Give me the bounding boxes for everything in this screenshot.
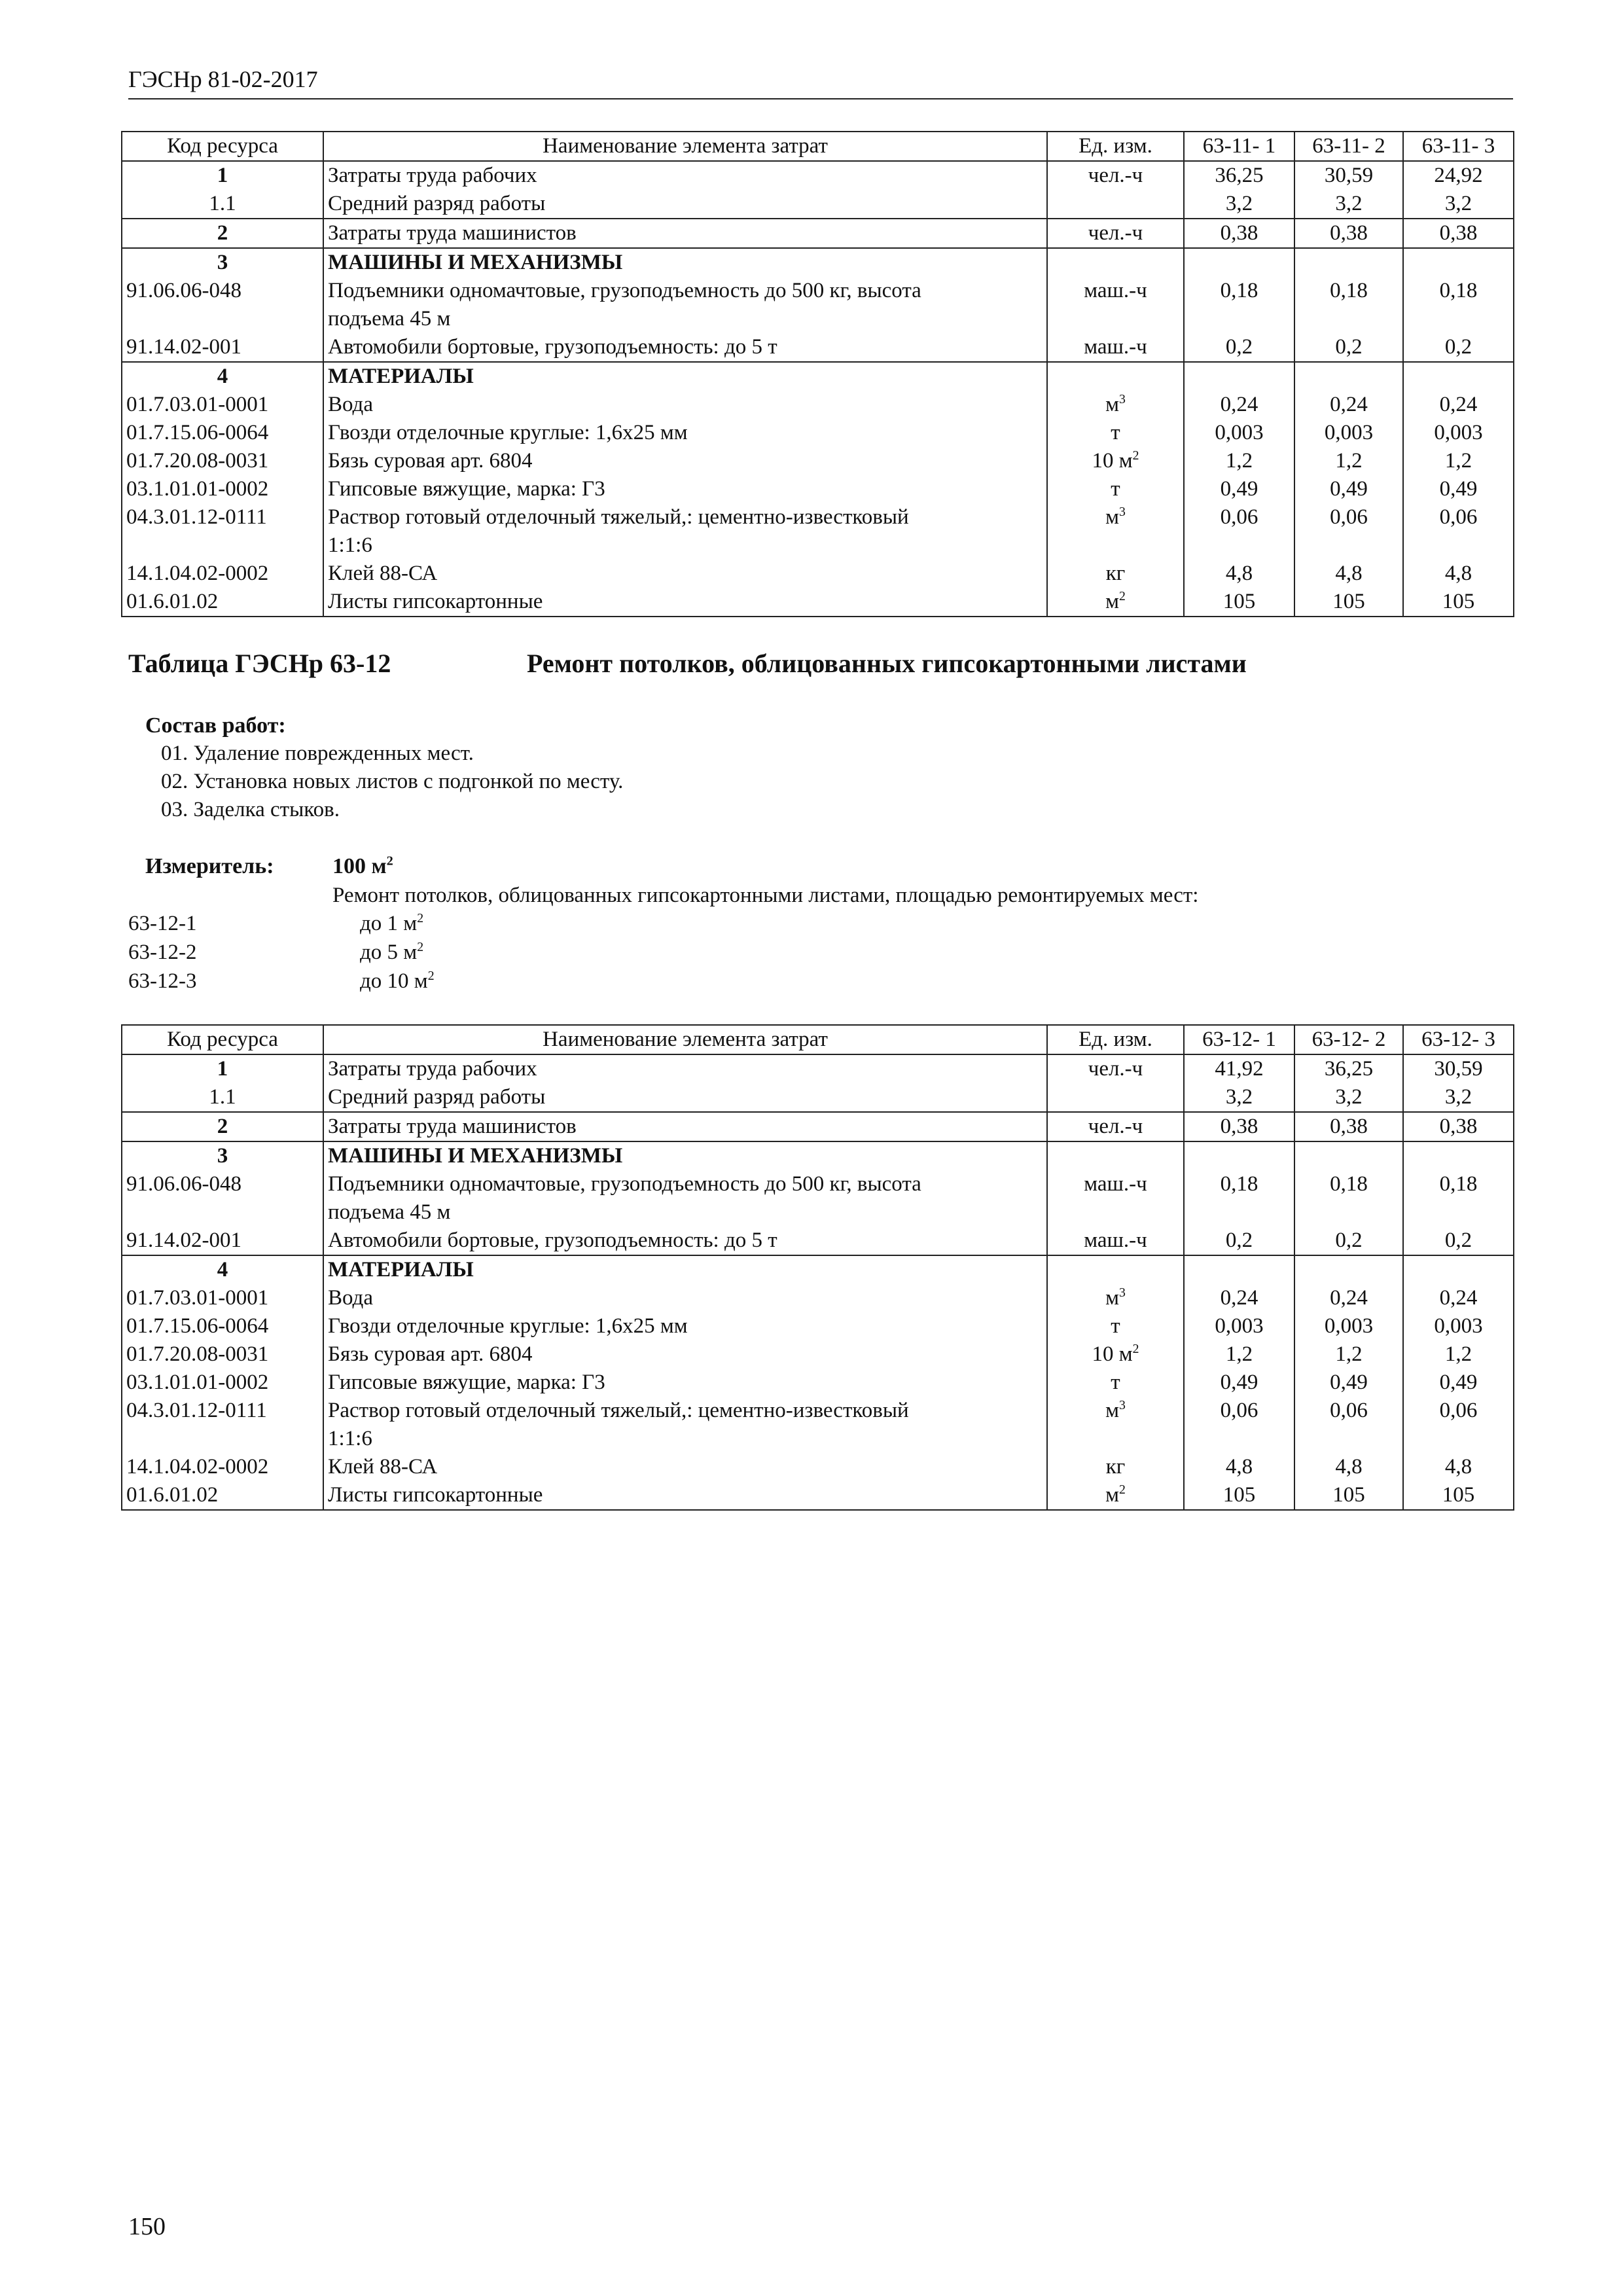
value-cell: 0,24 [1403,391,1514,419]
table-row [122,1141,1514,1170]
value-cell: 0,49 [1294,1369,1403,1397]
unit-cell: кг [1047,560,1184,588]
table-row [122,1312,1514,1340]
resource-code-cell: 4 [122,1255,323,1284]
unit-cell [1047,305,1184,333]
resource-code-cell: 01.7.03.01-0001 [122,1284,323,1312]
resource-name-cell: Листы гипсокартонные [323,588,1047,617]
column-header-name: Наименование элемента затрат [323,1025,1047,1054]
table-row [122,190,1514,219]
value-cell: 3,2 [1403,190,1514,219]
unit-cell [1047,1141,1184,1170]
value-cell: 0,24 [1184,1284,1294,1312]
resource-name-cell: Листы гипсокартонные [323,1481,1047,1510]
resource-name-cell: 1:1:6 [323,1425,1047,1453]
value-cell: 105 [1294,1481,1403,1510]
table-label: Таблица ГЭСНр 63-12 [128,649,391,678]
resource-code-cell: 1.1 [122,190,323,219]
value-cell: 0,003 [1403,419,1514,447]
value-cell: 0,24 [1294,391,1403,419]
unit-cell: $м^3$ [1047,503,1184,531]
column-header-rate-1: 63-12- 1 [1184,1025,1294,1054]
unit-cell [1047,531,1184,560]
value-cell [1184,362,1294,391]
table-row [122,1054,1514,1083]
resource-code-cell: 01.7.20.08-0031 [122,447,323,475]
table-row [122,1397,1514,1425]
resource-name-cell: Бязь суровая арт. 6804 [323,447,1047,475]
resource-name-cell: Вода [323,391,1047,419]
value-cell: 1,2 [1184,1340,1294,1369]
unit-cell: $м^2$ [1047,588,1184,617]
rate-description: до 10 $м^2$ [360,969,435,993]
resource-name-cell: Клей 88-СА [323,1453,1047,1481]
value-cell: 1,2 [1184,447,1294,475]
value-cell: 1,2 [1294,1340,1403,1369]
unit-cell: 10 $м^2$ [1047,1340,1184,1369]
resource-code-cell: 01.7.15.06-0064 [122,1312,323,1340]
resource-name-cell: Гвозди отделочные круглые: 1,6х25 мм [323,419,1047,447]
resource-name-cell: подъема 45 м [323,305,1047,333]
value-cell: 0,49 [1403,475,1514,503]
value-cell [1294,362,1403,391]
table-row [122,333,1514,362]
table-row [122,1227,1514,1255]
unit-cell: чел.-ч [1047,1112,1184,1141]
resource-name-cell: 1:1:6 [323,531,1047,560]
value-cell: 0,2 [1184,333,1294,362]
table-row [122,1112,1514,1141]
resource-code-cell: 91.14.02-001 [122,333,323,362]
value-cell: 0,49 [1184,1369,1294,1397]
value-cell: 3,2 [1184,190,1294,219]
value-cell: 0,003 [1294,419,1403,447]
unit-cell: чел.-ч [1047,219,1184,248]
value-cell [1184,248,1294,277]
resource-table-63-11 [121,131,1514,617]
table-row [122,1481,1514,1510]
table-row [122,1170,1514,1198]
table-row [122,447,1514,475]
value-cell: 4,8 [1294,560,1403,588]
value-cell: 0,06 [1184,1397,1294,1425]
value-cell [1294,1141,1403,1170]
value-cell [1403,305,1514,333]
unit-cell: чел.-ч [1047,1054,1184,1083]
value-cell [1184,1255,1294,1284]
value-cell [1184,1198,1294,1227]
value-cell: 24,92 [1403,161,1514,190]
rate-description: до 1 $м^2$ [360,911,424,935]
value-cell: 1,2 [1403,447,1514,475]
rate-code: 63-12-1 [128,912,197,935]
value-cell: 41,92 [1184,1054,1294,1083]
value-cell: 0,18 [1294,277,1403,305]
unit-cell: т [1047,1369,1184,1397]
value-cell [1184,1141,1294,1170]
unit-cell: т [1047,475,1184,503]
column-header-rate-2: 63-11- 2 [1294,132,1403,161]
value-cell [1294,248,1403,277]
value-cell: 0,18 [1294,1170,1403,1198]
resource-code-cell: 01.6.01.02 [122,588,323,617]
resource-code-cell: 3 [122,1141,323,1170]
table-row [122,277,1514,305]
value-cell: 1,2 [1294,447,1403,475]
value-cell: 0,2 [1294,1227,1403,1255]
value-cell [1184,531,1294,560]
work-item: 01. Удаление поврежденных мест. [161,742,474,765]
value-cell: 0,18 [1403,277,1514,305]
document-code: ГЭСНр 81-02-2017 [128,66,318,92]
table-title: Ремонт потолков, облицованных гипсокартонными листами [527,649,1247,678]
value-cell: 1,2 [1403,1340,1514,1369]
value-cell: 0,003 [1184,1312,1294,1340]
value-cell [1294,305,1403,333]
value-cell: 0,06 [1294,503,1403,531]
unit-cell: кг [1047,1453,1184,1481]
value-cell: 105 [1184,1481,1294,1510]
table-row [122,362,1514,391]
resource-code-cell: 1 [122,1054,323,1083]
value-cell: 105 [1403,1481,1514,1510]
resource-name-cell: Раствор готовый отделочный тяжелый,: цементно-известковый [323,503,1047,531]
unit-cell: маш.-ч [1047,333,1184,362]
value-cell: 0,003 [1184,419,1294,447]
value-cell [1403,1425,1514,1453]
table-header-row [122,1025,1514,1054]
resource-code-cell [122,305,323,333]
resource-code-cell [122,1198,323,1227]
value-cell: 105 [1294,588,1403,617]
unit-cell: $м^3$ [1047,391,1184,419]
value-cell [1184,1425,1294,1453]
table-row [122,1284,1514,1312]
column-header-unit: Ед. изм. [1047,132,1184,161]
unit-cell: $м^2$ [1047,1481,1184,1510]
value-cell: 3,2 [1184,1083,1294,1112]
measure-label: Измеритель: [145,854,274,878]
column-header-name: Наименование элемента затрат [323,132,1047,161]
value-cell: 30,59 [1294,161,1403,190]
unit-cell: т [1047,1312,1184,1340]
resource-code-cell: 14.1.04.02-0002 [122,560,323,588]
resource-code-cell: 01.7.03.01-0001 [122,391,323,419]
value-cell [1294,1198,1403,1227]
value-cell: 105 [1403,588,1514,617]
value-cell: 3,2 [1403,1083,1514,1112]
rate-description: до 5 $м^2$ [360,940,424,964]
resource-name-cell: Затраты труда рабочих [323,1054,1047,1083]
table-row [122,475,1514,503]
value-cell: 4,8 [1294,1453,1403,1481]
value-cell: 0,06 [1294,1397,1403,1425]
value-cell [1184,305,1294,333]
value-cell [1403,1255,1514,1284]
resource-code-cell: 01.7.15.06-0064 [122,419,323,447]
value-cell [1403,531,1514,560]
column-header-code: Код ресурса [122,1025,323,1054]
table-row [122,588,1514,617]
unit-cell [1047,1083,1184,1112]
value-cell: 105 [1184,588,1294,617]
resource-code-cell: 91.06.06-048 [122,277,323,305]
resource-name-cell: Автомобили бортовые, грузоподъемность: до 5 т [323,333,1047,362]
value-cell: 0,2 [1403,333,1514,362]
unit-cell: маш.-ч [1047,1170,1184,1198]
value-cell [1294,531,1403,560]
value-cell: 0,24 [1403,1284,1514,1312]
unit-cell [1047,1198,1184,1227]
resource-name-cell: Гвозди отделочные круглые: 1,6х25 мм [323,1312,1047,1340]
value-cell [1294,1425,1403,1453]
table-row [122,419,1514,447]
table-row [122,391,1514,419]
value-cell [1403,1141,1514,1170]
table-row [122,1340,1514,1369]
resource-code-cell: 91.06.06-048 [122,1170,323,1198]
resource-code-cell: 14.1.04.02-0002 [122,1453,323,1481]
value-cell: 0,18 [1184,277,1294,305]
value-cell: 0,38 [1184,219,1294,248]
value-cell: 0,2 [1294,333,1403,362]
resource-name-cell: Подъемники одномачтовые, грузоподъемность до 500 кг, высота [323,1170,1047,1198]
page-number: 150 [128,2213,166,2240]
resource-code-cell: 04.3.01.12-0111 [122,503,323,531]
table-row [122,1425,1514,1453]
work-composition-heading: Состав работ: [145,713,286,738]
unit-cell [1047,1255,1184,1284]
work-item: 03. Заделка стыков. [161,798,340,821]
resource-name-cell: Автомобили бортовые, грузоподъемность: до 5 т [323,1227,1047,1255]
resource-code-cell: 1.1 [122,1083,323,1112]
value-cell [1403,362,1514,391]
value-cell: 0,18 [1184,1170,1294,1198]
unit-cell [1047,248,1184,277]
value-cell: 0,38 [1403,1112,1514,1141]
value-cell: 0,24 [1184,391,1294,419]
value-cell: 30,59 [1403,1054,1514,1083]
resource-code-cell: 3 [122,248,323,277]
unit-cell [1047,362,1184,391]
resource-code-cell: 2 [122,219,323,248]
unit-cell: маш.-ч [1047,1227,1184,1255]
table-row [122,161,1514,190]
table-header-row [122,132,1514,161]
value-cell [1403,248,1514,277]
value-cell: 0,06 [1403,503,1514,531]
column-header-rate-1: 63-11- 1 [1184,132,1294,161]
resource-code-cell: 01.6.01.02 [122,1481,323,1510]
value-cell: 0,06 [1184,503,1294,531]
value-cell: 0,06 [1403,1397,1514,1425]
table-row [122,1369,1514,1397]
value-cell: 4,8 [1184,1453,1294,1481]
column-header-rate-2: 63-12- 2 [1294,1025,1403,1054]
unit-cell [1047,190,1184,219]
unit-cell: т [1047,419,1184,447]
resource-name-cell: Вода [323,1284,1047,1312]
resource-code-cell: 2 [122,1112,323,1141]
table-row [122,1083,1514,1112]
table-row [122,248,1514,277]
value-cell: 0,49 [1294,475,1403,503]
resource-name-cell: МАТЕРИАЛЫ [323,362,1047,391]
rate-code: 63-12-2 [128,941,197,964]
resource-code-cell: 01.7.20.08-0031 [122,1340,323,1369]
resource-name-cell: Бязь суровая арт. 6804 [323,1340,1047,1369]
unit-cell: чел.-ч [1047,161,1184,190]
unit-cell: 10 $м^2$ [1047,447,1184,475]
header-divider [128,98,1513,99]
table-row [122,1198,1514,1227]
resource-table-63-12 [121,1024,1514,1511]
column-header-rate-3: 63-12- 3 [1403,1025,1514,1054]
resource-name-cell: МАШИНЫ И МЕХАНИЗМЫ [323,248,1047,277]
value-cell: 3,2 [1294,190,1403,219]
table-row [122,305,1514,333]
resource-code-cell: 1 [122,161,323,190]
measure-description: Ремонт потолков, облицованных гипсокартонными листами, площадью ремонтируемых мест: [332,884,1199,907]
resource-name-cell: Средний разряд работы [323,1083,1047,1112]
table-row [122,1453,1514,1481]
resource-name-cell: Гипсовые вяжущие, марка: Г3 [323,475,1047,503]
resource-name-cell: Клей 88-СА [323,560,1047,588]
resource-name-cell: Затраты труда рабочих [323,161,1047,190]
unit-cell: $м^3$ [1047,1397,1184,1425]
value-cell: 0,2 [1403,1227,1514,1255]
value-cell: 0,38 [1403,219,1514,248]
resource-name-cell: Затраты труда машинистов [323,219,1047,248]
value-cell: 36,25 [1184,161,1294,190]
resource-code-cell: 03.1.01.01-0002 [122,475,323,503]
value-cell: 0,2 [1184,1227,1294,1255]
value-cell [1294,1255,1403,1284]
value-cell: 0,49 [1184,475,1294,503]
resource-code-cell: 4 [122,362,323,391]
column-header-unit: Ед. изм. [1047,1025,1184,1054]
value-cell: 0,49 [1403,1369,1514,1397]
table-row [122,531,1514,560]
unit-cell: $м^3$ [1047,1284,1184,1312]
value-cell: 0,003 [1403,1312,1514,1340]
resource-code-cell: 03.1.01.01-0002 [122,1369,323,1397]
resource-name-cell: Средний разряд работы [323,190,1047,219]
table-row [122,560,1514,588]
value-cell: 3,2 [1294,1083,1403,1112]
column-header-code: Код ресурса [122,132,323,161]
value-cell: 0,003 [1294,1312,1403,1340]
value-cell: 0,38 [1294,1112,1403,1141]
resource-name-cell: МАТЕРИАЛЫ [323,1255,1047,1284]
resource-code-cell [122,531,323,560]
resource-name-cell: Затраты труда машинистов [323,1112,1047,1141]
resource-code-cell [122,1425,323,1453]
table-row [122,1255,1514,1284]
measure-value: 100 $м^2$ [332,853,393,878]
resource-name-cell: Гипсовые вяжущие, марка: Г3 [323,1369,1047,1397]
resource-code-cell: 04.3.01.12-0111 [122,1397,323,1425]
unit-cell [1047,1425,1184,1453]
value-cell: 0,38 [1294,219,1403,248]
resource-name-cell: МАШИНЫ И МЕХАНИЗМЫ [323,1141,1047,1170]
resource-name-cell: Подъемники одномачтовые, грузоподъемность до 500 кг, высота [323,277,1047,305]
value-cell: 0,38 [1184,1112,1294,1141]
table-row [122,219,1514,248]
value-cell: 4,8 [1184,560,1294,588]
resource-name-cell: Раствор готовый отделочный тяжелый,: цементно-известковый [323,1397,1047,1425]
rate-code: 63-12-3 [128,969,197,993]
value-cell: 4,8 [1403,1453,1514,1481]
column-header-rate-3: 63-11- 3 [1403,132,1514,161]
resource-name-cell: подъема 45 м [323,1198,1047,1227]
unit-cell: маш.-ч [1047,277,1184,305]
value-cell: 36,25 [1294,1054,1403,1083]
value-cell: 4,8 [1403,560,1514,588]
value-cell: 0,18 [1403,1170,1514,1198]
value-cell: 0,24 [1294,1284,1403,1312]
value-cell [1403,1198,1514,1227]
work-item: 02. Установка новых листов с подгонкой по месту. [161,770,624,793]
resource-code-cell: 91.14.02-001 [122,1227,323,1255]
table-row [122,503,1514,531]
